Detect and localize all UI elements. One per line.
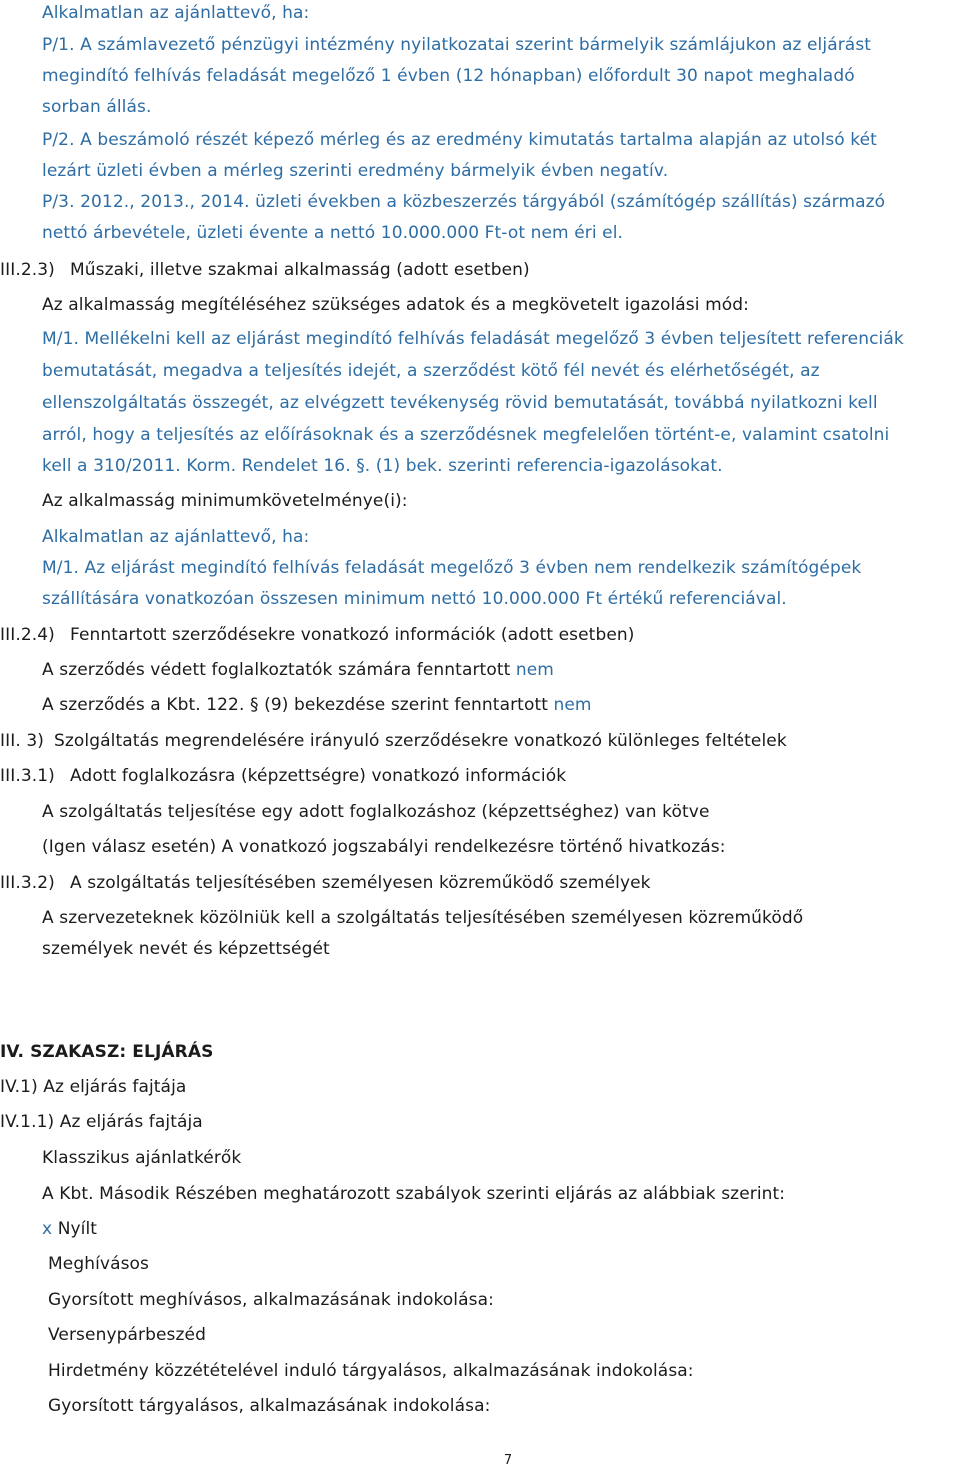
profession-line-2: (Igen válasz esetén) A vonatkozó jogszabályi rendelkezésre történő hivatkozás: bbox=[42, 837, 726, 857]
option-restricted: Meghívásos bbox=[48, 1254, 150, 1274]
m1-line-2: bemutatását, megadva a teljesítés idejét, a szerződést kötő fél nevét és elérhetőségét, az bbox=[42, 361, 820, 381]
section-4-heading: IV. SZAKASZ: ELJÁRÁS bbox=[0, 1042, 214, 1062]
section-3-2-3-title: Műszaki, illetve szakmai alkalmasság (adott esetben) bbox=[70, 260, 530, 280]
p3-line-2: nettó árbevétele, üzleti évente a nettó 10.000.000 Ft-ot nem éri el. bbox=[42, 223, 624, 243]
m1-line-5: kell a 310/2011. Korm. Rendelet 16. §. (1) bek. szerinti referencia-igazolásokat. bbox=[42, 456, 723, 476]
m1-line-4: arról, hogy a teljesítés az előírásoknak és a szerződésnek megfelelően történt-e, valamint csatolni bbox=[42, 425, 890, 445]
unfit-heading: Alkalmatlan az ajánlattevő, ha: bbox=[42, 3, 310, 23]
page-number: 7 bbox=[503, 1453, 513, 1468]
section-3-3-1-number: III.3.1) bbox=[0, 766, 55, 786]
p3-line-1: P/3. 2012., 2013., 2014. üzleti években a közbeszerzés tárgyából (számítógép szállítás) származó bbox=[42, 192, 886, 212]
personnel-line-2: személyek nevét és képzettségét bbox=[42, 939, 330, 959]
suitability-intro: Az alkalmasság megítéléséhez szükséges adatok és a megkövetelt igazolási mód: bbox=[42, 295, 749, 315]
reserved-line-2 bbox=[42, 694, 592, 716]
section-3-3-number: III. 3) bbox=[0, 731, 44, 751]
section-3-2-4-title: Fenntartott szerződésekre vonatkozó információk (adott esetben) bbox=[70, 625, 635, 645]
classic-contracting-authorities: Klasszikus ajánlatkérők bbox=[42, 1148, 242, 1168]
section-3-3-2-title: A szolgáltatás teljesítésében személyesen közreműködő személyek bbox=[70, 873, 651, 893]
reserved-line-2-text: A szerződés a Kbt. 122. § (9) bekezdése szerint fenntartott bbox=[42, 695, 548, 715]
p1-line-1: P/1. A számlavezető pénzügyi intézmény nyilatkozatai szerint bármelyik számlájukon az eljárást bbox=[42, 35, 872, 55]
profession-line-1: A szolgáltatás teljesítése egy adott foglalkozáshoz (képzettséghez) van kötve bbox=[42, 802, 710, 822]
procedure-intro: A Kbt. Második Részében meghatározott szabályok szerinti eljárás az alábbiak szerint: bbox=[42, 1184, 786, 1204]
minimum-requirements: Az alkalmasság minimumkövetelménye(i): bbox=[42, 491, 408, 511]
p2-line-1: P/2. A beszámoló részét képező mérleg és az eredmény kimutatás tartalma alapján az utolsó két bbox=[42, 130, 877, 150]
m1-line-3: ellenszolgáltatás összegét, az elvégzett tevékenység rövid bemutatását, továbbá nyilatkozni kell bbox=[42, 393, 878, 413]
section-3-3-title: Szolgáltatás megrendelésére irányuló szerződésekre vonatkozó különleges feltételek bbox=[54, 731, 787, 751]
section-4-1: IV.1) Az eljárás fajtája bbox=[0, 1077, 187, 1097]
section-3-3-2-number: III.3.2) bbox=[0, 873, 55, 893]
option-open bbox=[42, 1218, 97, 1240]
personnel-line-1: A szervezeteknek közölniük kell a szolgáltatás teljesítésében személyesen közreműködő bbox=[42, 908, 804, 928]
option-negotiated-with-notice: Hirdetmény közzétételével induló tárgyalásos, alkalmazásának indokolása: bbox=[48, 1361, 694, 1381]
option-accelerated-negotiated: Gyorsított tárgyalásos, alkalmazásának indokolása: bbox=[48, 1396, 491, 1416]
section-3-3-1-title: Adott foglalkozásra (képzettségre) vonatkozó információk bbox=[70, 766, 567, 786]
m1b-line-1: M/1. Az eljárást megindító felhívás feladását megelőző 3 évben nem rendelkezik számítógépek bbox=[42, 558, 862, 578]
option-competitive-dialogue: Versenypárbeszéd bbox=[48, 1325, 206, 1345]
option-open-label: Nyílt bbox=[57, 1219, 98, 1239]
section-3-2-3-number: III.2.3) bbox=[0, 260, 55, 280]
section-3-2-4-number: III.2.4) bbox=[0, 625, 55, 645]
p1-line-3: sorban állás. bbox=[42, 97, 152, 117]
section-4-1-1: IV.1.1) Az eljárás fajtája bbox=[0, 1112, 203, 1132]
p1-line-2: megindító felhívás feladását megelőző 1 évben (12 hónapban) előfordult 30 napot meghaladó bbox=[42, 66, 855, 86]
reserved-line-1-text: A szerződés védett foglalkoztatók számára fenntartott bbox=[42, 660, 511, 680]
reserved-line-1 bbox=[42, 659, 554, 681]
option-accelerated-restricted: Gyorsított meghívásos, alkalmazásának indokolása: bbox=[48, 1290, 494, 1310]
unfit-heading-2: Alkalmatlan az ajánlattevő, ha: bbox=[42, 527, 310, 547]
reserved-line-1-value: nem bbox=[515, 660, 554, 680]
p2-line-2: lezárt üzleti évben a mérleg szerinti eredmény bármelyik évben negatív. bbox=[42, 161, 669, 181]
selected-mark: x bbox=[42, 1219, 53, 1239]
m1-line-1: M/1. Mellékelni kell az eljárást megindító felhívás feladását megelőző 3 évben teljesített referenciák bbox=[42, 329, 904, 349]
reserved-line-2-value: nem bbox=[553, 695, 592, 715]
m1b-line-2: szállítására vonatkozóan összesen minimum nettó 10.000.000 Ft értékű referenciával. bbox=[42, 589, 787, 609]
